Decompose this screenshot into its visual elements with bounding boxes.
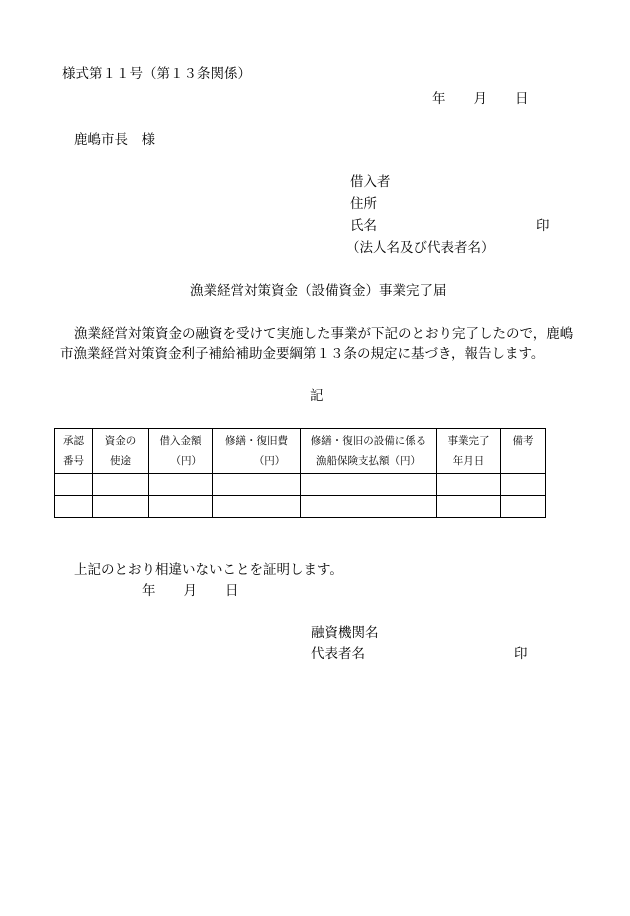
certification-text: 上記のとおり相違いないことを証明します。 <box>74 562 343 578</box>
date-line <box>432 93 529 107</box>
column-header: 事業完了 年月日 <box>437 429 501 474</box>
seal-mark: 印 <box>536 218 550 234</box>
body-paragraph: 漁業経営対策資金の融資を受けて実施した事業が下記のとおり完了したので，鹿嶋市漁業経営対策資金利子補給補助金要綱第１３条の規定に基づき，報告します。 <box>60 326 574 362</box>
table-cell <box>301 474 437 496</box>
table-cell <box>501 496 546 518</box>
table-cell <box>437 496 501 518</box>
name-label: 氏名 <box>350 218 377 234</box>
table-cell <box>437 474 501 496</box>
column-header: 修繕・復旧費 （円） <box>213 429 301 474</box>
column-header: 借入金額 （円） <box>149 429 213 474</box>
record-table <box>54 428 546 518</box>
borrower-label: 借入者 <box>350 174 391 190</box>
addressee: 鹿嶋市長 様 <box>74 132 155 148</box>
year-label: 年 <box>432 91 446 107</box>
month-label: 月 <box>473 91 487 107</box>
day-label: 日 <box>515 91 529 107</box>
table-cell <box>501 474 546 496</box>
address-label: 住所 <box>350 196 377 212</box>
column-header: 資金の 使途 <box>93 429 149 474</box>
table-cell <box>301 496 437 518</box>
table-row <box>55 474 546 496</box>
table-cell <box>149 474 213 496</box>
corporate-note: （法人名及び代表者名） <box>346 240 495 256</box>
month-label: 月 <box>183 583 197 599</box>
column-header: 修繕・復旧の設備に係る 漁船保険支払額（円） <box>301 429 437 474</box>
table-cell <box>149 496 213 518</box>
table-cell <box>93 496 149 518</box>
seal-mark: 印 <box>514 646 528 662</box>
form-number: 様式第１１号（第１３条関係） <box>62 66 251 82</box>
representative-label: 代表者名 <box>311 646 365 662</box>
table-header-row <box>55 429 546 474</box>
table-row <box>55 496 546 518</box>
table-cell <box>213 474 301 496</box>
record-heading: 記 <box>310 388 324 404</box>
table-cell <box>213 496 301 518</box>
column-header: 備考 <box>501 429 546 474</box>
document-title: 漁業経営対策資金（設備資金）事業完了届 <box>190 283 447 299</box>
table-cell <box>93 474 149 496</box>
day-label: 日 <box>225 583 239 599</box>
institution-label: 融資機関名 <box>311 625 379 641</box>
column-header: 承認 番号 <box>55 429 93 474</box>
table-cell <box>55 474 93 496</box>
certification-date <box>142 585 239 599</box>
table-cell <box>55 496 93 518</box>
year-label: 年 <box>142 583 156 599</box>
